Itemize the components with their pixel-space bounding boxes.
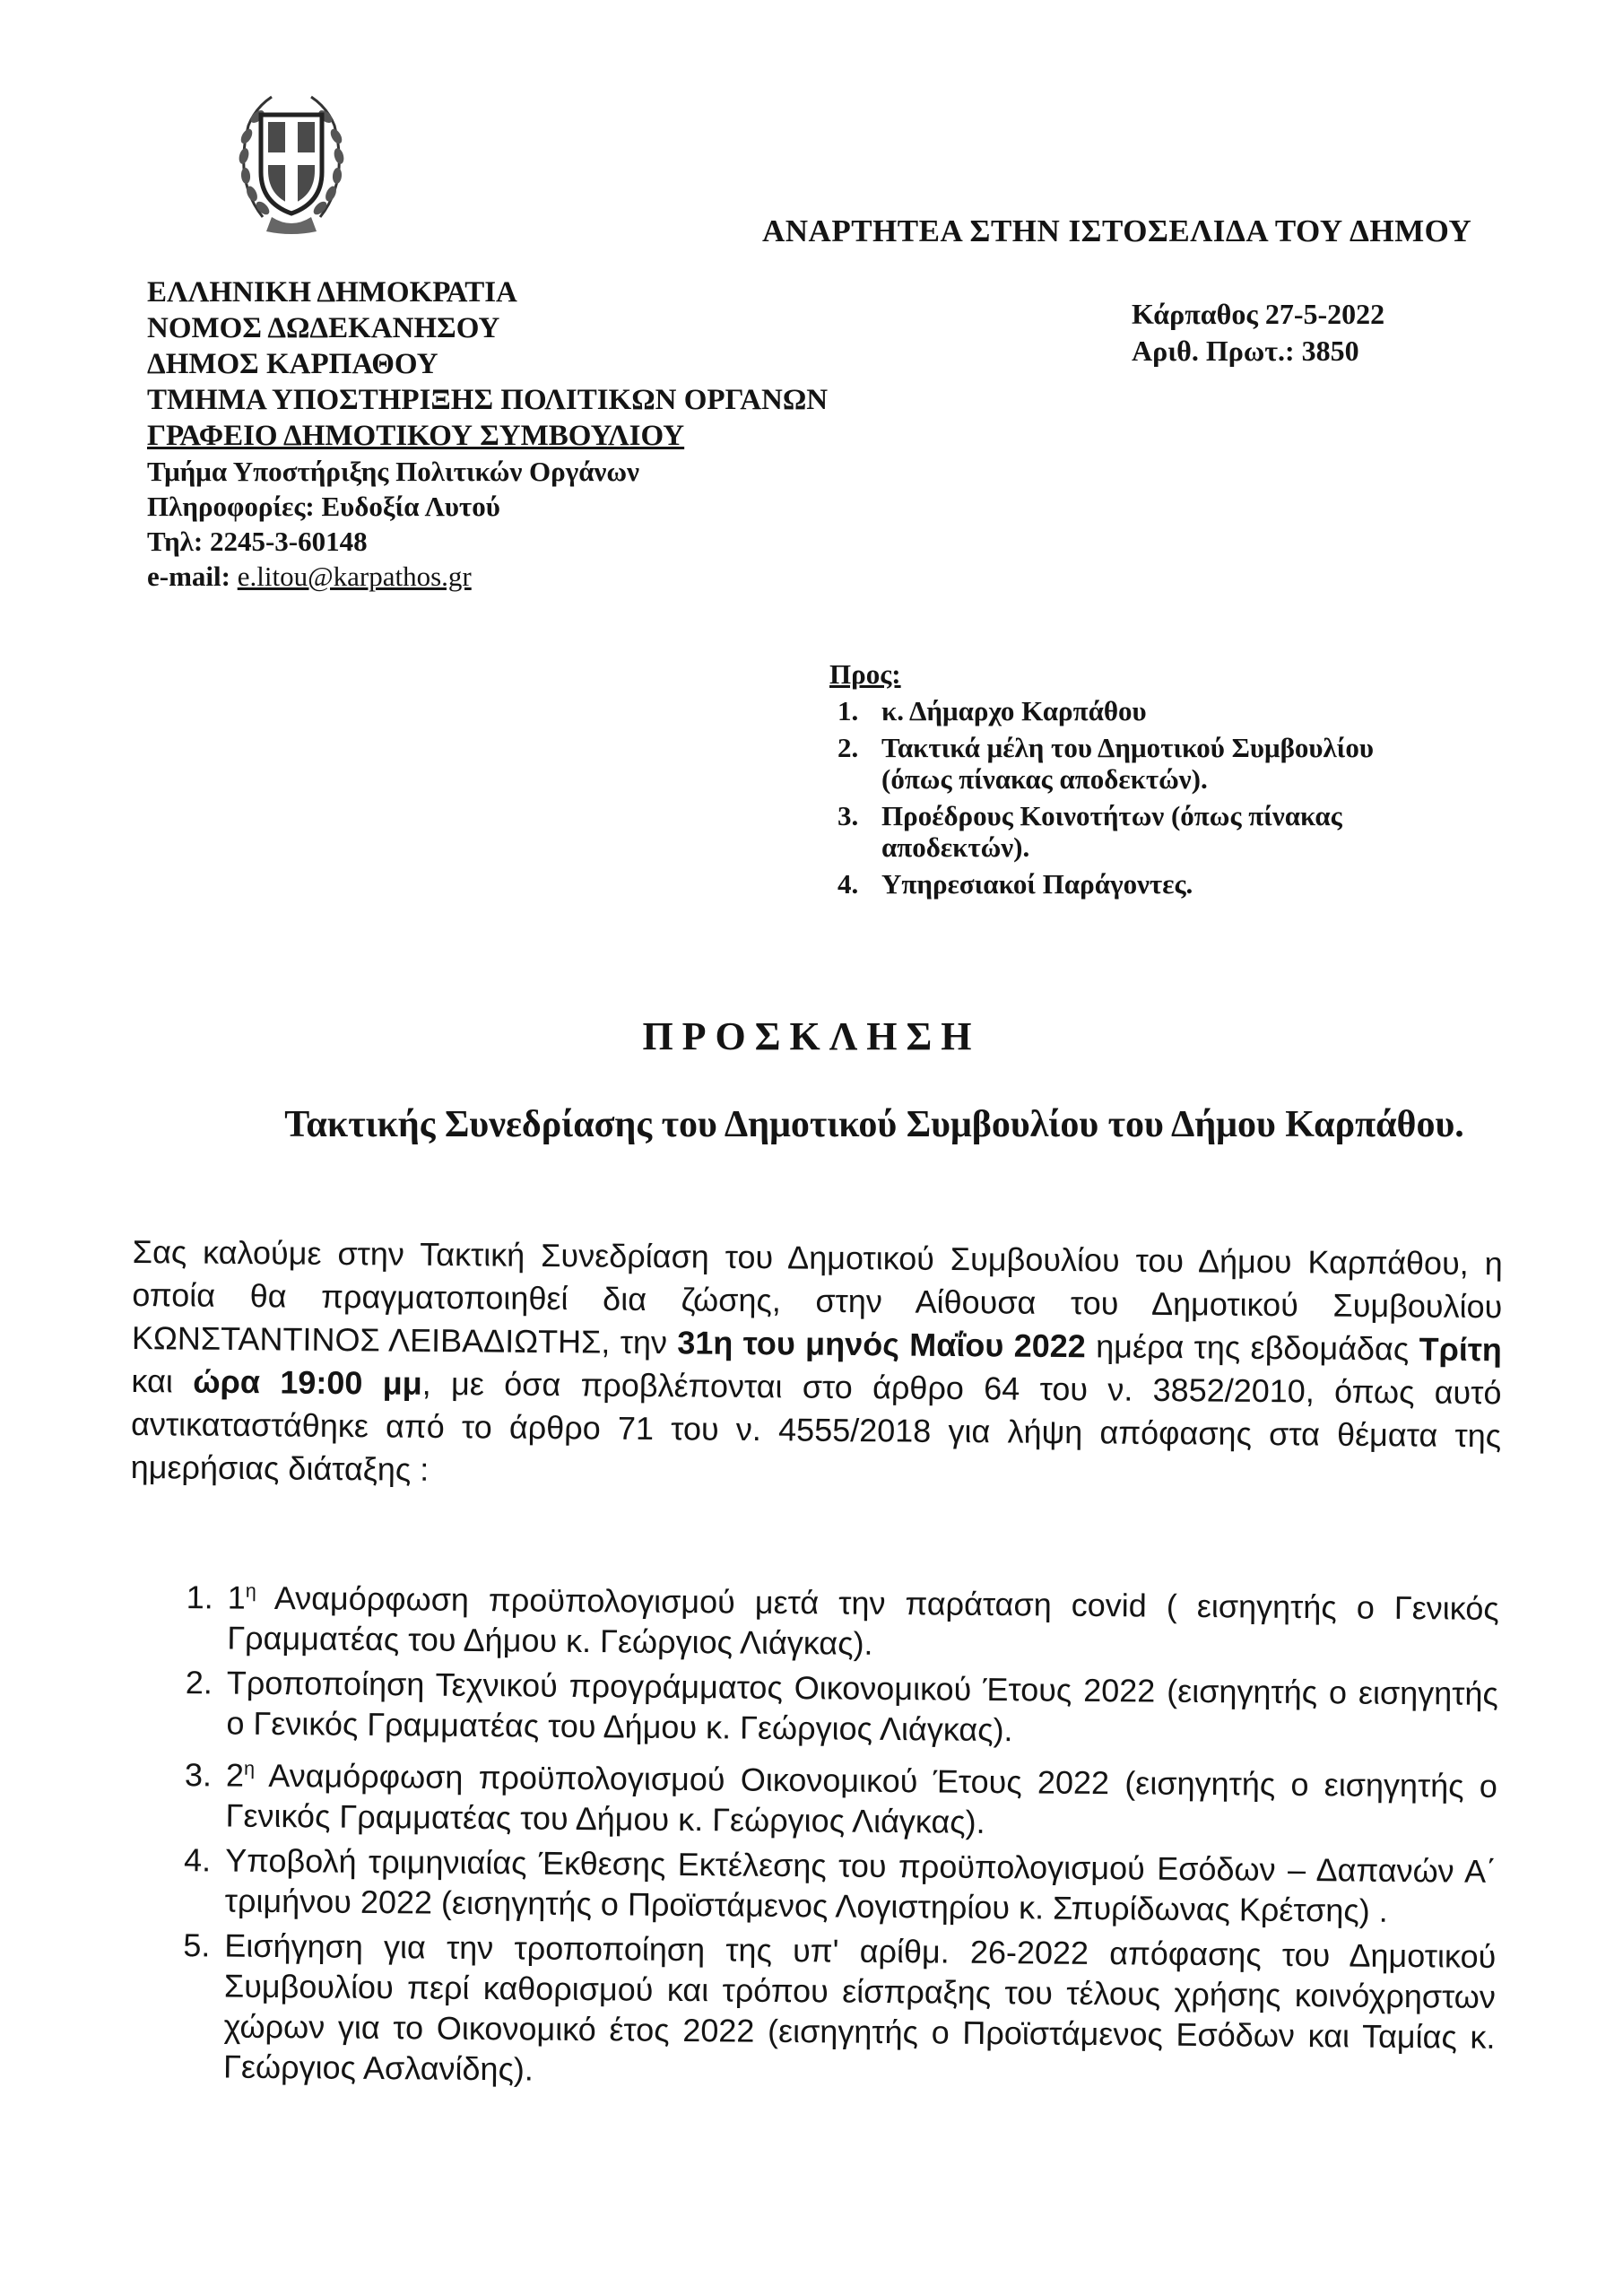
header-email-label: e-mail:: [147, 561, 238, 592]
email-link[interactable]: e.litou@karpathos.gr: [237, 561, 472, 592]
date-protocol-block: [1132, 296, 1384, 370]
intro-text-4: , με όσα προβλέπονται στο άρθρο 64 του ν. 3852/2010, όπως αυτό αντικαταστάθηκε από το άρθρο 71 του ν. 4555/2018 για λήψη απόφασης στα θέματα της ημερήσιας διάταξης :: [130, 1364, 1502, 1488]
meeting-time: ώρα 19:00 μμ: [193, 1362, 422, 1402]
agenda-item-text: Εισήγηση για την τροποποίηση της υπ' αρίθμ. 26-2022 απόφασης του Δημοτικού Συμβουλίου περί καθορισμού και τρόπου είσπραξης του τέλους χρήσης κοινόχρηστων χώρων για το Οικονομικό έτος 2022 (εισηγητής ο Προϊστάμενος Εσόδων και Ταμίας κ. Γεώργιος Ασλανίδης).: [222, 1926, 1497, 2088]
agenda-item-ordinal-suffix: η: [245, 1578, 256, 1602]
recipient-item: 3. Προέδρους Κοινοτήτων (όπως πίνακας αποδεκτών).: [865, 800, 1439, 863]
recipient-item: 1. κ. Δήμαρχο Καρπάθου: [865, 695, 1439, 726]
agenda-item-text: Αναμόρφωση προϋπολογισμού μετά την παράταση covid ( εισηγητής ο Γενικός Γραμματέας του Δήμου κ. Γεώργιος Λιάγκας).: [227, 1578, 1499, 1662]
agenda-item-ordinal-suffix: η: [243, 1756, 256, 1779]
header-department: ΤΜΗΜΑ ΥΠΟΣΤΗΡΙΞΗΣ ΠΟΛΙΤΙΚΩΝ ΟΡΓΑΝΩΝ: [147, 384, 829, 416]
recipients-block: [829, 658, 1439, 905]
agenda-item-text: Αναμόρφωση προϋπολογισμού Οικονομικού Έτους 2022 (εισηγητής ο εισηγητής ο Γενικός Γραμματέας του Δήμου κ. Γεώργιος Λιάγκας).: [225, 1756, 1498, 1840]
protocol-number: Αριθ. Πρωτ.: 3850: [1132, 335, 1359, 367]
header-office: ΓΡΑΦΕΙΟ ΔΗΜΟΤΙΚΟΥ ΣΥΜΒΟΥΛΙΟΥ: [147, 420, 685, 452]
recipient-item: 4. Υπηρεσιακοί Παράγοντες.: [865, 868, 1439, 900]
intro-text-3: και: [131, 1361, 194, 1400]
recipient-item: 2. Τακτικά μέλη του Δημοτικού Συμβουλίου (όπως πίνακας αποδεκτών).: [865, 732, 1439, 795]
agenda-item-ordinal: 1: [227, 1578, 246, 1616]
header-prefecture: ΝΟΜΟΣ ΔΩΔΕΚΑΝΗΣΟΥ: [147, 312, 500, 344]
invitation-paragraph: [130, 1231, 1502, 1500]
header-republic: ΕΛΛΗΝΙΚΗ ΔΗΜΟΚΡΑΤΙΑ: [147, 276, 517, 309]
header-contact-person: Πληροφορίες: Ευδοξία Λυτού: [147, 491, 500, 522]
agenda-item-text: Τροποποίηση Τεχνικού προγράμματος Οικονομικού Έτους 2022 (εισηγητής ο εισηγητής ο Γενικός Γραμματέας του Δήμου κ. Γεώργιος Λιάγκας).: [226, 1664, 1499, 1749]
document-subtitle: Τακτικής Συνεδρίασης του Δημοτικού Συμβουλίου του Δήμου Καρπάθου.: [284, 1104, 1464, 1145]
agenda-item-text: Υποβολή τριμηνιαίας Έκθεσης Εκτέλεσης του προϋπολογισμού Εσόδων – Δαπανών Α΄ τριμήνου 2022 (εισηγητής ο Προϊστάμενος Λογιστηρίου κ. Σπυρίδωνας Κρέτσης) .: [224, 1841, 1497, 1929]
sender-header: [147, 274, 828, 594]
agenda-item: [218, 1925, 1497, 2097]
document-title: ΠΡΟΣΚΛΗΣΗ: [642, 1014, 981, 1058]
meeting-day: Τρίτη: [1419, 1330, 1503, 1369]
agenda-item: [221, 1570, 1499, 1669]
agenda-list: [166, 1570, 1499, 2102]
agenda-item: [220, 1839, 1497, 1931]
header-municipality: ΔΗΜΟΣ ΚΑΡΠΑΘΟΥ: [147, 348, 438, 380]
header-section: Τμήμα Υποστήριξης Πολιτικών Οργάνων: [147, 456, 639, 487]
intro-text-1: Σας καλούμε στην Τακτική Συνεδρίαση του Δημοτικού Συμβουλίου του Δήμου Καρπάθου, η οποία θα πραγματοποιηθεί δια ζώσης, στην Αίθουσα του Δημοτικού Συμβουλίου ΚΩΝΣΤΑΝΤΙΝΟΣ ΛΕΙΒΑΔΙΩΤΗΣ, την: [131, 1232, 1503, 1361]
agenda-item: [220, 1747, 1497, 1846]
agenda-item: [221, 1663, 1498, 1754]
document-date: Κάρπαθος 27-5-2022: [1132, 298, 1385, 330]
header-email-row: [147, 559, 828, 594]
intro-text-2: ημέρα της εβδομάδας: [1085, 1327, 1419, 1368]
meeting-date: 31η του μηνός Μαΐου 2022: [677, 1324, 1086, 1365]
publication-notice: ΑΝΑΡΤΗΤΕΑ ΣΤΗΝ ΙΣΤΟΣΕΛΙΔΑ ΤΟΥ ΔΗΜΟΥ: [762, 213, 1472, 248]
header-phone: Τηλ: 2245-3-60148: [147, 526, 368, 557]
greek-coat-of-arms-emblem: [229, 83, 354, 237]
recipients-label: Προς:: [829, 658, 901, 690]
agenda-item-ordinal: 2: [225, 1756, 245, 1794]
